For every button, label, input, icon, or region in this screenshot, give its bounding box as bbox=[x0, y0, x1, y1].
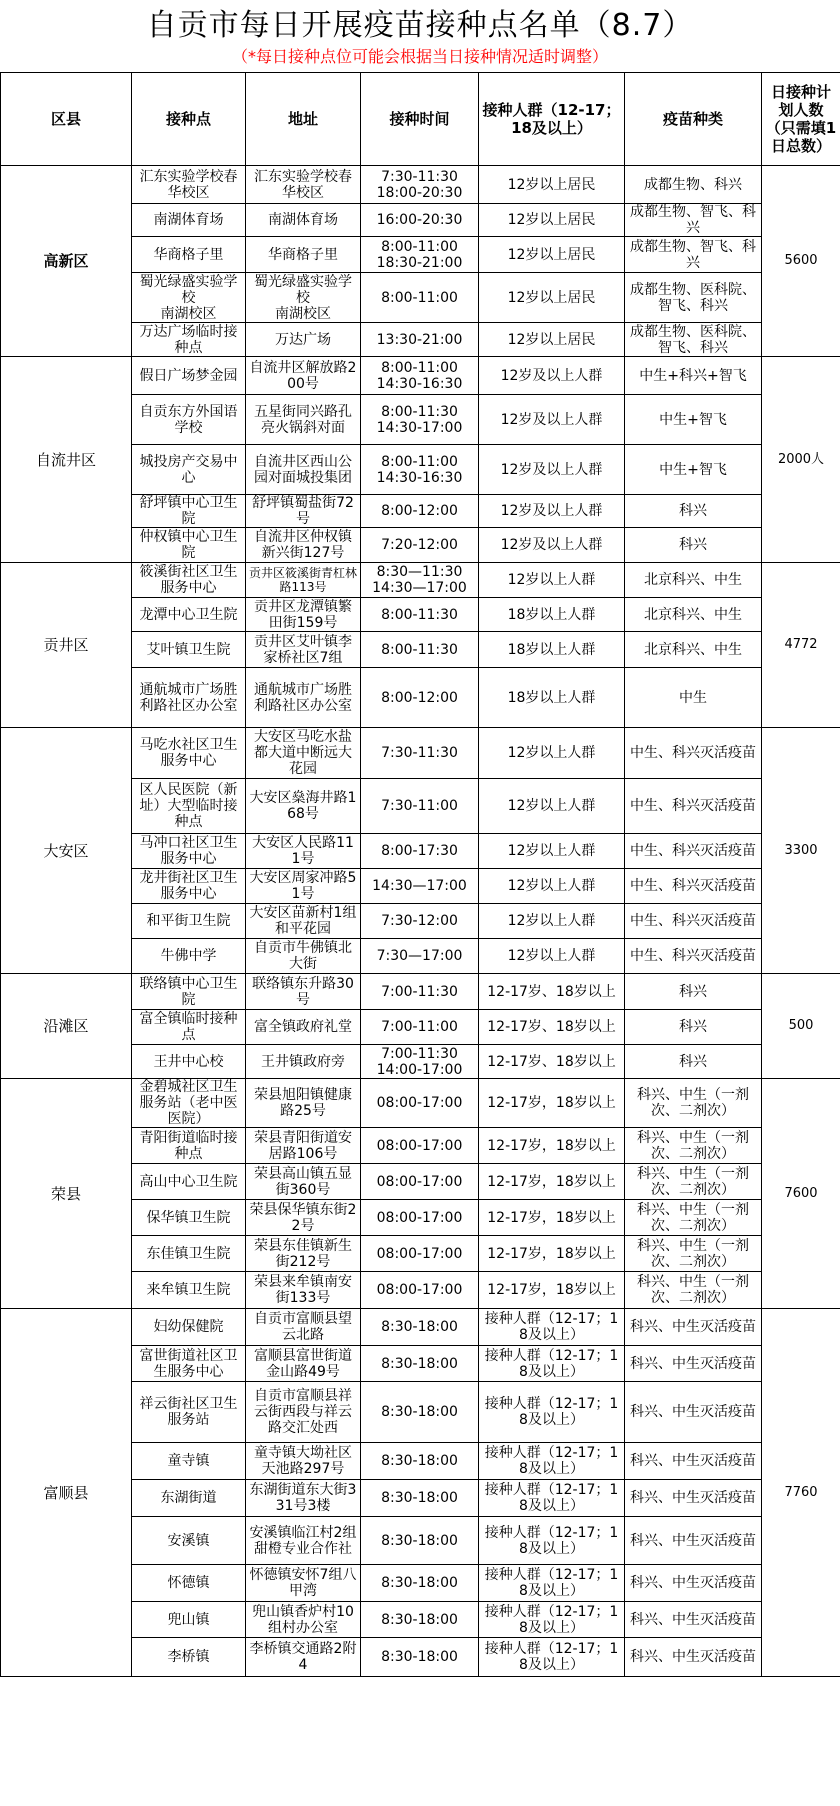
daily-plan-cell: 4772 bbox=[762, 563, 840, 728]
site-cell: 汇东实验学校春华校区 bbox=[132, 166, 246, 204]
population-cell: 接种人群（12-17；18及以上） bbox=[479, 1382, 625, 1443]
time-cell: 8:30-18:00 bbox=[361, 1480, 479, 1517]
time-cell: 8:30-18:00 bbox=[361, 1638, 479, 1677]
site-cell: 怀德镇 bbox=[132, 1565, 246, 1602]
site-cell: 联络镇中心卫生院 bbox=[132, 974, 246, 1010]
site-cell: 和平街卫生院 bbox=[132, 904, 246, 939]
address-cell: 自贡市牛佛镇北大街 bbox=[246, 939, 361, 974]
population-cell: 12-17岁，18岁以上 bbox=[479, 1236, 625, 1272]
vaccine-cell: 成都生物、医科院、智飞、科兴 bbox=[625, 323, 762, 357]
time-cell: 8:00-11:30 14:30-17:00 bbox=[361, 395, 479, 445]
site-cell: 金碧城社区卫生服务站（老中医医院） bbox=[132, 1079, 246, 1128]
population-cell: 接种人群（12-17；18及以上） bbox=[479, 1638, 625, 1677]
vaccine-cell: 科兴、中生（一剂次、二剂次） bbox=[625, 1079, 762, 1128]
header-district: 区县 bbox=[1, 73, 132, 166]
time-cell: 8:30-18:00 bbox=[361, 1443, 479, 1480]
population-cell: 12岁及以上人群 bbox=[479, 395, 625, 445]
population-cell: 12-17岁，18岁以上 bbox=[479, 1079, 625, 1128]
site-cell: 蜀光绿盛实验学校 南湖校区 bbox=[132, 273, 246, 323]
time-cell: 7:20-12:00 bbox=[361, 528, 479, 563]
population-cell: 12岁以上人群 bbox=[479, 563, 625, 598]
address-cell: 童寺镇大坳社区天池路297号 bbox=[246, 1443, 361, 1480]
time-cell: 14:30—17:00 bbox=[361, 869, 479, 904]
site-cell: 李桥镇 bbox=[132, 1638, 246, 1677]
time-cell: 08:00-17:00 bbox=[361, 1236, 479, 1272]
vaccine-cell: 科兴、中生（一剂次、二剂次） bbox=[625, 1164, 762, 1200]
district-cell: 沿滩区 bbox=[1, 974, 132, 1079]
vaccine-cell: 科兴 bbox=[625, 1045, 762, 1079]
vaccine-cell: 成都生物、科兴 bbox=[625, 166, 762, 204]
time-cell: 7:30-11:30 bbox=[361, 728, 479, 779]
district-cell: 高新区 bbox=[1, 166, 132, 357]
page-title: 自贡市每日开展疫苗接种点名单（8.7） bbox=[146, 8, 694, 43]
time-cell: 7:30-11:30 18:00-20:30 bbox=[361, 166, 479, 204]
population-cell: 12-17岁，18岁以上 bbox=[479, 1272, 625, 1309]
site-cell: 高山中心卫生院 bbox=[132, 1164, 246, 1200]
site-cell: 东湖街道 bbox=[132, 1480, 246, 1517]
address-cell: 荣县东佳镇新生街212号 bbox=[246, 1236, 361, 1272]
vaccine-cell: 科兴、中生灭活疫苗 bbox=[625, 1638, 762, 1677]
time-cell: 8:00-12:00 bbox=[361, 495, 479, 528]
population-cell: 接种人群（12-17；18及以上） bbox=[479, 1480, 625, 1517]
site-cell: 来牟镇卫生院 bbox=[132, 1272, 246, 1309]
vaccine-cell: 中生、科兴灭活疫苗 bbox=[625, 904, 762, 939]
site-cell: 马吃水社区卫生服务中心 bbox=[132, 728, 246, 779]
population-cell: 12岁及以上人群 bbox=[479, 528, 625, 563]
header-vaccine: 疫苗种类 bbox=[625, 73, 762, 166]
address-cell: 蜀光绿盛实验学校 南湖校区 bbox=[246, 273, 361, 323]
address-cell: 李桥镇交通路2附4 bbox=[246, 1638, 361, 1677]
time-cell: 08:00-17:00 bbox=[361, 1128, 479, 1164]
page-subtitle: （*每日接种点位可能会根据当日接种情况适时调整） bbox=[231, 47, 608, 66]
vaccine-cell: 成都生物、医科院、智飞、科兴 bbox=[625, 273, 762, 323]
population-cell: 12岁以上人群 bbox=[479, 904, 625, 939]
vaccine-cell: 科兴、中生（一剂次、二剂次） bbox=[625, 1128, 762, 1164]
site-cell: 兜山镇 bbox=[132, 1602, 246, 1638]
daily-plan-cell: 7760 bbox=[762, 1309, 840, 1677]
population-cell: 12岁以上人群 bbox=[479, 779, 625, 834]
table-row bbox=[1, 1309, 840, 1346]
population-cell: 12岁以上居民 bbox=[479, 273, 625, 323]
time-cell: 7:00-11:00 bbox=[361, 1010, 479, 1045]
vaccine-cell: 北京科兴、中生 bbox=[625, 598, 762, 632]
daily-plan-cell: 3300 bbox=[762, 728, 840, 974]
time-cell: 7:30-11:00 bbox=[361, 779, 479, 834]
vaccine-cell: 科兴、中生灭活疫苗 bbox=[625, 1309, 762, 1346]
vaccine-cell: 科兴 bbox=[625, 495, 762, 528]
population-cell: 接种人群（12-17；18及以上） bbox=[479, 1602, 625, 1638]
site-cell: 通航城市广场胜利路社区办公室 bbox=[132, 668, 246, 728]
site-cell: 龙潭中心卫生院 bbox=[132, 598, 246, 632]
table-row bbox=[1, 728, 840, 779]
site-cell: 东佳镇卫生院 bbox=[132, 1236, 246, 1272]
time-cell: 08:00-17:00 bbox=[361, 1079, 479, 1128]
time-cell: 8:30-18:00 bbox=[361, 1346, 479, 1382]
time-cell: 08:00-17:00 bbox=[361, 1272, 479, 1309]
address-cell: 联络镇东升路30号 bbox=[246, 974, 361, 1010]
site-cell: 区人民医院（新址）大型临时接种点 bbox=[132, 779, 246, 834]
address-cell: 五星街同兴路孔亮火锅斜对面 bbox=[246, 395, 361, 445]
vaccine-cell: 中生、科兴灭活疫苗 bbox=[625, 869, 762, 904]
vaccine-cell: 中生+智飞 bbox=[625, 395, 762, 445]
vaccine-cell: 成都生物、智飞、科兴 bbox=[625, 237, 762, 273]
vaccine-cell: 中生、科兴灭活疫苗 bbox=[625, 728, 762, 779]
vaccine-cell: 中生、科兴灭活疫苗 bbox=[625, 779, 762, 834]
address-cell: 万达广场 bbox=[246, 323, 361, 357]
address-cell: 安溪镇临江村2组甜橙专业合作社 bbox=[246, 1517, 361, 1565]
vaccine-cell: 中生 bbox=[625, 668, 762, 728]
vaccine-cell: 科兴、中生灭活疫苗 bbox=[625, 1517, 762, 1565]
site-cell: 华商格子里 bbox=[132, 237, 246, 273]
population-cell: 18岁以上人群 bbox=[479, 632, 625, 668]
population-cell: 12岁以上人群 bbox=[479, 939, 625, 974]
address-cell: 自流井区西山公园对面城投集团 bbox=[246, 445, 361, 495]
site-cell: 童寺镇 bbox=[132, 1443, 246, 1480]
population-cell: 12岁及以上人群 bbox=[479, 445, 625, 495]
site-cell: 艾叶镇卫生院 bbox=[132, 632, 246, 668]
table-row bbox=[1, 563, 840, 598]
site-cell: 假日广场梦金园 bbox=[132, 357, 246, 395]
time-cell: 7:30—17:00 bbox=[361, 939, 479, 974]
time-cell: 7:30-12:00 bbox=[361, 904, 479, 939]
address-cell: 贡井区艾叶镇李家桥社区7组 bbox=[246, 632, 361, 668]
population-cell: 12岁以上人群 bbox=[479, 834, 625, 869]
time-cell: 8:00-12:00 bbox=[361, 668, 479, 728]
time-cell: 8:00-11:00 14:30-16:30 bbox=[361, 357, 479, 395]
daily-plan-cell: 500 bbox=[762, 974, 840, 1079]
time-cell: 16:00-20:30 bbox=[361, 204, 479, 237]
population-cell: 接种人群（12-17；18及以上） bbox=[479, 1309, 625, 1346]
site-cell: 龙井街社区卫生服务中心 bbox=[132, 869, 246, 904]
address-cell: 荣县旭阳镇健康路25号 bbox=[246, 1079, 361, 1128]
population-cell: 12-17岁，18岁以上 bbox=[479, 1164, 625, 1200]
population-cell: 12岁以上居民 bbox=[479, 323, 625, 357]
population-cell: 12岁以上居民 bbox=[479, 166, 625, 204]
address-cell: 自流井区仲权镇新兴街127号 bbox=[246, 528, 361, 563]
time-cell: 8:30—11:30 14:30—17:00 bbox=[361, 563, 479, 598]
address-cell: 荣县保华镇东街22号 bbox=[246, 1200, 361, 1236]
vaccine-cell: 科兴、中生灭活疫苗 bbox=[625, 1602, 762, 1638]
time-cell: 7:00-11:30 bbox=[361, 974, 479, 1010]
site-cell: 妇幼保健院 bbox=[132, 1309, 246, 1346]
site-cell: 筱溪街社区卫生服务中心 bbox=[132, 563, 246, 598]
time-cell: 08:00-17:00 bbox=[361, 1200, 479, 1236]
district-cell: 富顺县 bbox=[1, 1309, 132, 1677]
address-cell: 华商格子里 bbox=[246, 237, 361, 273]
population-cell: 接种人群（12-17；18及以上） bbox=[479, 1443, 625, 1480]
address-cell: 荣县高山镇五显街360号 bbox=[246, 1164, 361, 1200]
population-cell: 12岁以上居民 bbox=[479, 237, 625, 273]
population-cell: 接种人群（12-17；18及以上） bbox=[479, 1565, 625, 1602]
header-row bbox=[1, 73, 840, 166]
address-cell: 贡井区龙潭镇繁田街159号 bbox=[246, 598, 361, 632]
district-cell: 自流井区 bbox=[1, 357, 132, 563]
site-cell: 舒坪镇中心卫生院 bbox=[132, 495, 246, 528]
address-cell: 南湖体育场 bbox=[246, 204, 361, 237]
header-population: 接种人群（12-17；18及以上） bbox=[479, 73, 625, 166]
table-row bbox=[1, 974, 840, 1010]
population-cell: 12岁以上人群 bbox=[479, 728, 625, 779]
address-cell: 东湖街道东大街331号3楼 bbox=[246, 1480, 361, 1517]
site-cell: 南湖体育场 bbox=[132, 204, 246, 237]
time-cell: 8:30-18:00 bbox=[361, 1565, 479, 1602]
vaccine-cell: 科兴、中生灭活疫苗 bbox=[625, 1565, 762, 1602]
population-cell: 12岁以上人群 bbox=[479, 869, 625, 904]
vaccine-cell: 中生+智飞 bbox=[625, 445, 762, 495]
population-cell: 12岁以上居民 bbox=[479, 204, 625, 237]
address-cell: 大安区燊海井路168号 bbox=[246, 779, 361, 834]
address-cell: 汇东实验学校春华校区 bbox=[246, 166, 361, 204]
table-row bbox=[1, 166, 840, 204]
address-cell: 舒坪镇蜀盐街72号 bbox=[246, 495, 361, 528]
vaccine-cell: 科兴、中生（一剂次、二剂次） bbox=[625, 1200, 762, 1236]
site-cell: 马冲口社区卫生服务中心 bbox=[132, 834, 246, 869]
population-cell: 12-17岁、18岁以上 bbox=[479, 1010, 625, 1045]
vaccine-cell: 中生+科兴+智飞 bbox=[625, 357, 762, 395]
address-cell: 自贡市富顺县祥云街西段与祥云路交汇处西 bbox=[246, 1382, 361, 1443]
address-cell: 贡井区筱溪街青杠林路113号 bbox=[246, 563, 361, 598]
address-cell: 大安区马吃水盐都大道中断远大花园 bbox=[246, 728, 361, 779]
site-cell: 万达广场临时接种点 bbox=[132, 323, 246, 357]
daily-plan-cell: 5600 bbox=[762, 166, 840, 357]
time-cell: 7:00-11:30 14:00-17:00 bbox=[361, 1045, 479, 1079]
site-cell: 保华镇卫生院 bbox=[132, 1200, 246, 1236]
vaccine-cell: 科兴 bbox=[625, 1010, 762, 1045]
population-cell: 18岁以上人群 bbox=[479, 598, 625, 632]
address-cell: 大安区苗新村1组和平花园 bbox=[246, 904, 361, 939]
site-cell: 城投房产交易中心 bbox=[132, 445, 246, 495]
site-cell: 仲权镇中心卫生院 bbox=[132, 528, 246, 563]
vaccine-cell: 科兴、中生灭活疫苗 bbox=[625, 1480, 762, 1517]
site-cell: 祥云街社区卫生服务站 bbox=[132, 1382, 246, 1443]
address-cell: 大安区周家冲路51号 bbox=[246, 869, 361, 904]
address-cell: 荣县来牟镇南安街133号 bbox=[246, 1272, 361, 1309]
site-cell: 青阳街道临时接种点 bbox=[132, 1128, 246, 1164]
time-cell: 8:00-11:00 bbox=[361, 273, 479, 323]
site-cell: 自贡东方外国语学校 bbox=[132, 395, 246, 445]
vaccine-cell: 中生、科兴灭活疫苗 bbox=[625, 939, 762, 974]
header-time: 接种时间 bbox=[361, 73, 479, 166]
population-cell: 接种人群（12-17；18及以上） bbox=[479, 1517, 625, 1565]
vaccine-cell: 北京科兴、中生 bbox=[625, 563, 762, 598]
district-cell: 大安区 bbox=[1, 728, 132, 974]
vaccine-cell: 科兴、中生（一剂次、二剂次） bbox=[625, 1272, 762, 1309]
time-cell: 8:00-11:00 14:30-16:30 bbox=[361, 445, 479, 495]
vaccine-cell: 成都生物、智飞、科兴 bbox=[625, 204, 762, 237]
vaccine-cell: 北京科兴、中生 bbox=[625, 632, 762, 668]
time-cell: 8:30-18:00 bbox=[361, 1309, 479, 1346]
time-cell: 8:30-18:00 bbox=[361, 1382, 479, 1443]
population-cell: 12-17岁，18岁以上 bbox=[479, 1200, 625, 1236]
population-cell: 12岁及以上人群 bbox=[479, 357, 625, 395]
vaccine-cell: 科兴、中生灭活疫苗 bbox=[625, 1346, 762, 1382]
time-cell: 8:30-18:00 bbox=[361, 1602, 479, 1638]
time-cell: 8:00-11:30 bbox=[361, 598, 479, 632]
address-cell: 兜山镇香炉村10组村办公室 bbox=[246, 1602, 361, 1638]
vaccination-sites-table bbox=[0, 72, 840, 1677]
time-cell: 08:00-17:00 bbox=[361, 1164, 479, 1200]
vaccine-cell: 中生、科兴灭活疫苗 bbox=[625, 834, 762, 869]
address-cell: 王井镇政府旁 bbox=[246, 1045, 361, 1079]
time-cell: 8:00-11:00 18:30-21:00 bbox=[361, 237, 479, 273]
time-cell: 8:00-11:30 bbox=[361, 632, 479, 668]
site-cell: 安溪镇 bbox=[132, 1517, 246, 1565]
vaccine-cell: 科兴、中生灭活疫苗 bbox=[625, 1382, 762, 1443]
address-cell: 大安区人民路111号 bbox=[246, 834, 361, 869]
vaccine-cell: 科兴 bbox=[625, 528, 762, 563]
address-cell: 怀德镇安怀7组八甲湾 bbox=[246, 1565, 361, 1602]
district-cell: 荣县 bbox=[1, 1079, 132, 1309]
district-cell: 贡井区 bbox=[1, 563, 132, 728]
address-cell: 荣县青阳街道安居路106号 bbox=[246, 1128, 361, 1164]
daily-plan-cell: 7600 bbox=[762, 1079, 840, 1309]
time-cell: 13:30-21:00 bbox=[361, 323, 479, 357]
population-cell: 18岁以上人群 bbox=[479, 668, 625, 728]
address-cell: 富顺县富世街道金山路49号 bbox=[246, 1346, 361, 1382]
vaccine-cell: 科兴、中生灭活疫苗 bbox=[625, 1443, 762, 1480]
header-address: 地址 bbox=[246, 73, 361, 166]
site-cell: 富世街道社区卫生服务中心 bbox=[132, 1346, 246, 1382]
table-row bbox=[1, 1079, 840, 1128]
time-cell: 8:00-17:30 bbox=[361, 834, 479, 869]
address-cell: 通航城市广场胜利路社区办公室 bbox=[246, 668, 361, 728]
address-cell: 富全镇政府礼堂 bbox=[246, 1010, 361, 1045]
population-cell: 12岁及以上人群 bbox=[479, 495, 625, 528]
population-cell: 12-17岁，18岁以上 bbox=[479, 1128, 625, 1164]
site-cell: 王井中心校 bbox=[132, 1045, 246, 1079]
population-cell: 12-17岁、18岁以上 bbox=[479, 1045, 625, 1079]
table-body bbox=[1, 166, 840, 1677]
population-cell: 接种人群（12-17；18及以上） bbox=[479, 1346, 625, 1382]
address-cell: 自贡市富顺县望云北路 bbox=[246, 1309, 361, 1346]
site-cell: 富全镇临时接种点 bbox=[132, 1010, 246, 1045]
header-site: 接种点 bbox=[132, 73, 246, 166]
header-plan: 日接种计划人数（只需填1日总数） bbox=[762, 73, 840, 166]
vaccine-cell: 科兴 bbox=[625, 974, 762, 1010]
site-cell: 牛佛中学 bbox=[132, 939, 246, 974]
vaccine-cell: 科兴、中生（一剂次、二剂次） bbox=[625, 1236, 762, 1272]
daily-plan-cell: 2000人 bbox=[762, 357, 840, 563]
table-row bbox=[1, 357, 840, 395]
time-cell: 8:30-18:00 bbox=[361, 1517, 479, 1565]
population-cell: 12-17岁、18岁以上 bbox=[479, 974, 625, 1010]
address-cell: 自流井区解放路200号 bbox=[246, 357, 361, 395]
